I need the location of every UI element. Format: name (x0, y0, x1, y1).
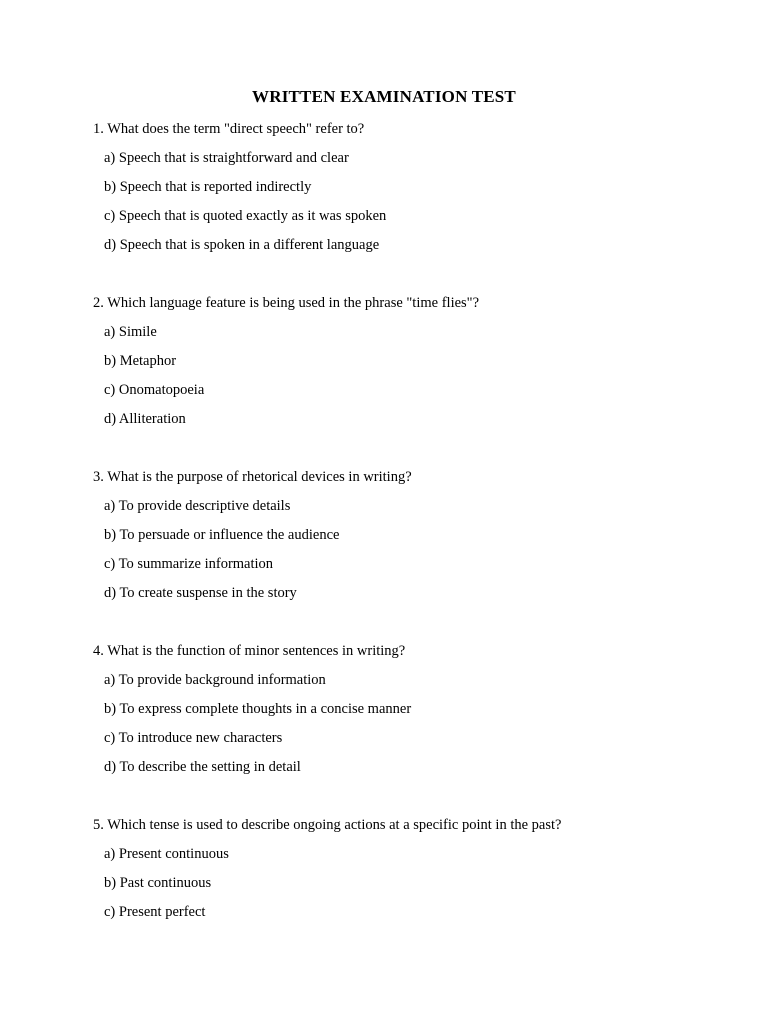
answer-option-d: d) To create suspense in the story (104, 585, 297, 601)
answer-option-d: d) Alliteration (104, 411, 186, 427)
answer-option-c: c) Present perfect (104, 904, 206, 920)
answer-option-b: b) To express complete thoughts in a concise manner (104, 701, 412, 717)
question-4 (93, 641, 733, 786)
answer-option-a: a) Simile (104, 324, 157, 340)
page-title: WRITTEN EXAMINATION TEST (252, 87, 516, 106)
question-3 (93, 467, 733, 612)
question-text: 4. What is the function of minor sentences in writing? (93, 643, 406, 659)
answer-option-b: b) Speech that is reported indirectly (104, 179, 312, 195)
question-list (93, 119, 733, 960)
answer-option-c: c) Speech that is quoted exactly as it was spoken (104, 208, 387, 224)
question-text: 1. What does the term "direct speech" refer to? (93, 121, 365, 137)
answer-option-a: a) Speech that is straightforward and clear (104, 150, 349, 166)
answer-option-c: c) Onomatopoeia (104, 382, 205, 398)
answer-option-c: c) To introduce new characters (104, 730, 283, 746)
question-1 (93, 119, 733, 264)
answer-option-a: a) To provide background information (104, 672, 326, 688)
answer-option-d: d) Speech that is spoken in a different language (104, 237, 380, 253)
answer-option-a: a) Present continuous (104, 846, 229, 862)
answer-option-b: b) Past continuous (104, 875, 212, 891)
answer-option-b: b) To persuade or influence the audience (104, 527, 340, 543)
question-2 (93, 293, 733, 438)
question-5 (93, 815, 733, 931)
question-text: 5. Which tense is used to describe ongoing actions at a specific point in the past? (93, 817, 562, 833)
answer-option-d: d) To describe the setting in detail (104, 759, 301, 775)
question-text: 3. What is the purpose of rhetorical devices in writing? (93, 469, 412, 485)
answer-option-a: a) To provide descriptive details (104, 498, 291, 514)
answer-option-b: b) Metaphor (104, 353, 177, 369)
question-text: 2. Which language feature is being used in the phrase "time flies"? (93, 295, 480, 311)
answer-option-c: c) To summarize information (104, 556, 274, 572)
